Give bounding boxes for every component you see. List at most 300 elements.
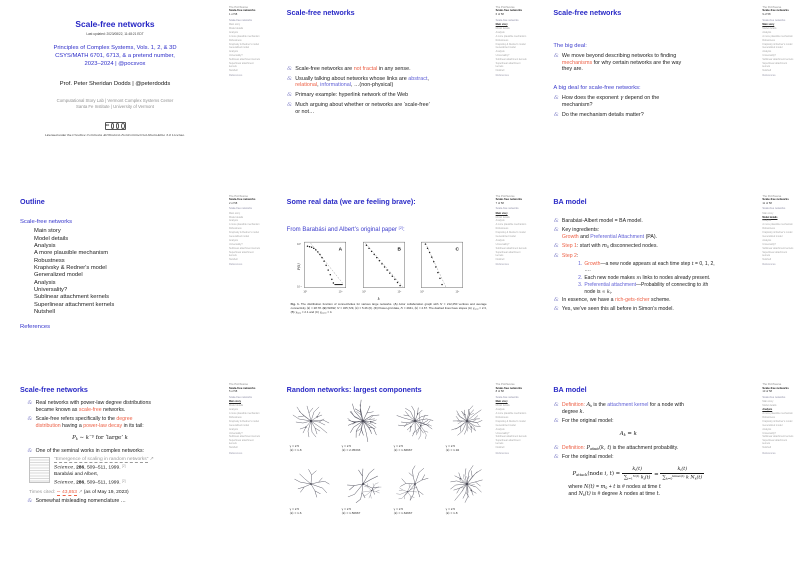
sidebar-item[interactable]: Generalized model [495, 235, 516, 239]
citation-count-link[interactable]: ∼ 43,853 [56, 490, 77, 496]
sidebar-item[interactable]: Analysis [229, 238, 238, 242]
sidebar-item[interactable]: Nutshell [762, 446, 771, 450]
text-segment: Scale-free refers specifically to the [35, 416, 117, 423]
sidebar-item[interactable]: Universality? [229, 431, 243, 435]
sidebar-item[interactable]: Robustness [495, 415, 509, 419]
external-link-icon[interactable]: ↗ [148, 456, 154, 462]
sidebar-item[interactable]: Krapivsky & Redner's model [229, 231, 259, 235]
last-updated: Last updated: 2023/08/22, 11:48:21 EDT [86, 31, 144, 36]
sidebar-brand: The PoCSverse [762, 6, 782, 9]
sidebar-references-link[interactable]: References [495, 451, 509, 455]
loglog-plot-A [291, 239, 353, 297]
sidebar-item[interactable]: Universality? [495, 242, 510, 246]
text-segment: k [75, 437, 78, 442]
text-segment: = 0, 1, 2, …. [584, 260, 715, 273]
bullet-text [36, 416, 158, 429]
sidebar-section-link[interactable]: Scale-free networks [762, 18, 786, 22]
network-sample [339, 461, 390, 524]
bullet-text [295, 92, 431, 99]
sidebar-item[interactable]: Generalized model [229, 423, 250, 427]
slide-sidebar [229, 383, 262, 455]
outline-item[interactable]: Model details [34, 235, 69, 242]
sidebar-item[interactable]: Model details [762, 26, 777, 30]
gamma-label: γ = 2.5 [289, 507, 300, 512]
network-sample [287, 461, 338, 524]
sidebar-item[interactable]: Analysis [495, 408, 505, 412]
bullet-item [287, 66, 490, 73]
text-segment: i [609, 290, 611, 295]
text-segment: for ‘large’ [94, 435, 125, 441]
sidebar-references-link[interactable]: References [762, 451, 776, 455]
sidebar-item[interactable]: Model details [762, 404, 777, 408]
sidebar-item[interactable]: Main story [495, 400, 508, 404]
sidebar-item[interactable]: Superlinear attachment kernels [495, 250, 521, 257]
text-segment: ) is the attachment probability. [609, 444, 679, 451]
text-segment: , 509–511, 1999. [84, 465, 122, 471]
outline-item[interactable]: A more plausible mechanism [34, 250, 109, 257]
sidebar-item[interactable]: Superlinear attachment kernels [229, 439, 254, 446]
sidebar-item[interactable]: Analysis [229, 30, 238, 34]
sidebar-item[interactable]: Krapivsky & Redner's model [762, 419, 793, 423]
mean-degree-label: ⟨k⟩ = 2.05333 [341, 448, 361, 453]
frame-title: Random networks: largest components [286, 385, 422, 395]
text-segment: From Barabási and Albert’s original paper [286, 226, 399, 233]
panel-label: B [397, 247, 401, 253]
text-segment: not fractal [353, 65, 378, 72]
text-segment: k [640, 475, 644, 481]
text-segment: . [610, 288, 612, 295]
network-sample [339, 398, 390, 461]
text-segment: (PA). [644, 233, 657, 240]
sidebar-item[interactable]: Analysis [495, 30, 505, 34]
text-segment: P [586, 444, 590, 451]
outline-item[interactable]: Robustness [34, 257, 65, 264]
sidebar-item[interactable]: Nutshell [495, 68, 505, 72]
text-segment: Usually talking about networks whose links are [295, 75, 409, 82]
bullet-text [562, 112, 692, 119]
sidebar-item[interactable]: Robustness [229, 415, 242, 419]
text-segment: scheme. [649, 296, 671, 303]
sidebar-item[interactable]: A more plausible mechanism [762, 412, 793, 416]
text-segment: t [691, 260, 694, 267]
sidebar-item[interactable]: Krapivsky & Redner's model [229, 42, 259, 46]
text-segment: k [582, 492, 585, 497]
text-segment: k [694, 476, 697, 481]
sidebar-references-link[interactable]: References [495, 263, 509, 267]
text-segment: = [625, 430, 634, 437]
text-segment: (as of May 19, 2023) [82, 490, 129, 496]
reference-link[interactable]: [2] [121, 463, 126, 468]
sidebar-item[interactable]: Main story [495, 23, 508, 27]
flourish-bullet-icon: & [27, 448, 33, 455]
text-segment: Science [54, 464, 74, 471]
outline-item[interactable]: Nutshell [34, 309, 55, 316]
sidebar-item[interactable]: Analysis [762, 238, 772, 242]
sidebar-item[interactable]: Krapivsky & Redner's model [229, 419, 259, 423]
sidebar-item[interactable]: Krapivsky & Redner's model [495, 231, 526, 235]
formula-lhs [573, 471, 622, 477]
sidebar-item[interactable]: Krapivsky & Redner's model [762, 231, 793, 235]
sidebar-item[interactable]: Robustness [762, 227, 775, 231]
sidebar-item[interactable]: Generalized model [229, 46, 250, 50]
sidebar-item[interactable]: Krapivsky & Redner's model [762, 42, 793, 46]
text-segment: 0 [606, 245, 609, 250]
outline-item[interactable]: Main story [34, 228, 61, 235]
sidebar-item[interactable]: Analysis [762, 427, 772, 431]
sidebar-item[interactable]: Universality? [495, 431, 510, 435]
bullet-text [562, 218, 727, 225]
text-segment: and [578, 233, 591, 240]
sidebar-item[interactable]: Analysis [495, 238, 505, 242]
sidebar-item[interactable]: Universality? [495, 54, 510, 58]
sidebar-item[interactable]: Nutshell [495, 446, 505, 450]
sidebar-item[interactable]: Analysis [495, 219, 505, 223]
text-segment: degree distribution [35, 416, 133, 429]
sidebar-references-link[interactable]: References [229, 263, 243, 267]
sidebar-item[interactable]: Robustness [229, 38, 242, 42]
outline-item[interactable]: Superlinear attachment kernels [34, 301, 115, 308]
sidebar-item[interactable]: Main story [762, 211, 774, 215]
sidebar-item[interactable]: Generalized model [762, 46, 783, 50]
sidebar-item[interactable]: Sublinear attachment kernels [495, 58, 527, 62]
reference-link[interactable]: [2] [121, 479, 126, 484]
sidebar-item[interactable]: Nutshell [495, 257, 505, 261]
text-segment: m [602, 243, 607, 250]
sidebar-item[interactable]: Analysis [229, 427, 238, 431]
text-segment: Primary example: hyperlink network of the Web [295, 92, 409, 99]
sidebar-item[interactable]: Sublinear attachment kernels [762, 58, 794, 62]
sidebar-item[interactable]: Model details [229, 215, 244, 219]
sidebar-item[interactable]: Universality? [229, 242, 243, 246]
outline-item[interactable]: Analysis [34, 279, 56, 286]
text-segment: Step 1 [561, 243, 577, 250]
sidebar-page-number: 6 of 58 [495, 12, 504, 16]
bullet-text [36, 400, 158, 413]
slide-sidebar [496, 6, 529, 78]
bullet-item [287, 102, 490, 116]
sidebar-item[interactable]: Model details [495, 26, 510, 30]
text-segment: attachment kernel [607, 402, 649, 409]
text-segment: N(t) [632, 474, 640, 479]
text-segment: = 4. [326, 310, 333, 315]
paper-thumbnail[interactable] [29, 457, 50, 483]
text-segment: Creative Commons Attribution-NonCommercial-ShareAlike 3.0 License [72, 133, 185, 138]
sidebar-item[interactable]: Sublinear attachment kernels [495, 435, 527, 439]
sidebar-item[interactable]: Model details [229, 404, 244, 408]
text-segment: P [572, 471, 577, 478]
sidebar-item[interactable]: Model details [762, 215, 778, 219]
reference-link[interactable]: [2] [398, 224, 403, 230]
sidebar-item[interactable]: Universality? [762, 431, 777, 435]
slide-sidebar [229, 195, 262, 267]
sidebar-section-link[interactable]: Scale-free networks [762, 395, 786, 399]
sidebar-item[interactable]: Superlinear attachment kernels [762, 250, 788, 257]
sidebar-item[interactable]: Robustness [229, 227, 242, 231]
text-segment: ) Power-grid data, [376, 305, 401, 310]
sidebar-item[interactable]: Sublinear attachment kernels [762, 435, 794, 439]
sidebar-item[interactable]: Model details [495, 215, 510, 219]
bullet-text [562, 297, 727, 304]
sidebar-item[interactable]: A more plausible mechanism [229, 412, 260, 416]
scatter-points [365, 244, 400, 286]
fraction-denominator [660, 474, 704, 481]
sidebar-deck-title: Scale-free networks [762, 385, 789, 390]
sidebar-item[interactable]: Main story [229, 211, 241, 215]
mean-degree-label: ⟨k⟩ = 1.6 [289, 511, 302, 516]
sidebar-item[interactable]: Analysis [762, 30, 772, 34]
network-hairball [339, 398, 387, 444]
sidebar-section-link[interactable]: Scale-free networks [229, 18, 252, 22]
text-segment: i [680, 468, 682, 473]
sidebar-section-link[interactable]: Scale-free networks [495, 207, 519, 211]
sidebar-item[interactable]: Main story [762, 400, 774, 404]
sidebar-page-number: 8 of 58 [495, 390, 504, 394]
slide-scale-free-story [0, 377, 267, 566]
sidebar-item[interactable]: Main story [229, 400, 241, 404]
sidebar-item[interactable]: Sublinear attachment kernels [229, 58, 260, 62]
item-number: 1. [578, 260, 583, 267]
sidebar-item[interactable]: A more plausible mechanism [495, 34, 527, 38]
sidebar-item[interactable]: Superlinear attachment kernels [495, 439, 521, 446]
text-segment: Definition: [561, 444, 585, 451]
flourish-bullet-icon: & [553, 111, 559, 118]
slide-sidebar [496, 195, 529, 267]
flourish-bullet-icon: & [553, 454, 559, 461]
bullet-item [287, 76, 490, 90]
text-segment: (t) [584, 490, 591, 497]
sidebar-item[interactable]: Sublinear attachment kernels [495, 246, 527, 250]
sidebar-section-link[interactable]: Scale-free networks [229, 207, 252, 211]
text-segment: In essence, we have a [561, 296, 615, 303]
outline-section-link[interactable]: Scale-free networks [20, 218, 73, 225]
sidebar-item[interactable]: Sublinear attachment kernels [762, 246, 794, 250]
paper-link[interactable]: “Emergence of scaling in random networks” [54, 456, 149, 462]
sidebar-item[interactable]: Robustness [762, 38, 775, 42]
mean-degree-label: ⟨k⟩ = 1.62667 [393, 511, 413, 516]
text-segment: t [656, 490, 659, 497]
sidebar-item[interactable]: Generalized model [762, 235, 783, 239]
text-segment: j=1 [627, 476, 633, 481]
text-segment: Somewhat misleading nomenclature … [35, 497, 126, 504]
flourish-bullet-icon: & [553, 444, 559, 451]
sidebar-item[interactable]: Sublinear attachment kernels [229, 435, 260, 439]
sidebar-page-number: 1 of 58 [229, 12, 238, 16]
sidebar-item[interactable]: Generalized model [495, 46, 516, 50]
ba-paper-figure [291, 239, 490, 315]
fraction-denominator [622, 474, 653, 481]
text-segment: relational [295, 82, 318, 89]
kernel-formula [540, 431, 716, 437]
loglog-plot-B [355, 239, 411, 297]
network-sample [443, 461, 494, 524]
paper-journal [54, 479, 154, 488]
sidebar-item[interactable]: Main story [229, 23, 241, 27]
text-segment: i [702, 282, 705, 289]
outline-item[interactable]: Analysis [34, 242, 56, 249]
sidebar-item[interactable]: Krapivsky & Redner's model [495, 42, 526, 46]
sidebar-section-link[interactable]: Scale-free networks [762, 207, 786, 211]
text-segment: k [579, 408, 583, 415]
x-tick-label: 10⁰ [361, 290, 366, 294]
sidebar-item[interactable]: Model details [229, 26, 244, 30]
sidebar-item[interactable]: Model details [495, 404, 510, 408]
sidebar-item[interactable]: A more plausible mechanism [495, 412, 527, 416]
sidebar-item[interactable]: Robustness [762, 415, 775, 419]
outline-item[interactable]: Generalized model [34, 272, 83, 279]
flourish-bullet-icon: & [27, 497, 33, 504]
text-segment: Growth [561, 233, 579, 240]
sidebar-item[interactable]: A more plausible mechanism [229, 223, 260, 227]
text-segment: kmax(t) [672, 474, 685, 479]
sidebar-page-number: 7 of 58 [495, 201, 504, 205]
text-segment: . [582, 408, 585, 415]
flourish-bullet-icon: & [287, 65, 293, 72]
text-segment: depend on the mechanism? [561, 95, 660, 108]
sidebar-references-link[interactable]: References [495, 74, 509, 78]
sidebar-item[interactable]: Generalized model [495, 423, 516, 427]
sidebar-item[interactable]: Analysis [229, 50, 238, 54]
sidebar-item[interactable]: Universality? [229, 54, 243, 58]
sidebar-references-link[interactable]: References [229, 74, 243, 78]
sidebar-item[interactable]: Generalized model [762, 423, 783, 427]
text-segment: : [402, 226, 405, 233]
sidebar-item[interactable]: Analysis [762, 408, 773, 412]
sidebar-item[interactable]: Krapivsky & Redner's model [495, 419, 526, 423]
bullet-text [36, 498, 223, 505]
network-hairball [443, 461, 491, 507]
cc-license-badge[interactable] [105, 122, 126, 131]
sidebar-item[interactable]: Main story [495, 211, 508, 215]
mean-degree-label: ⟨k⟩ = 1.66667 [393, 448, 413, 453]
bullet-item [287, 92, 490, 99]
sidebar-item[interactable]: Main story [762, 23, 775, 27]
deck-title: Scale-free networks [75, 19, 155, 29]
outline-item[interactable]: Sublinear attachment kernels [34, 294, 110, 301]
figure-caption [291, 303, 487, 315]
sidebar-item[interactable]: Nutshell [762, 257, 771, 261]
gamma-label: γ = 2.5 [393, 507, 404, 512]
sidebar-item[interactable]: Nutshell [229, 446, 238, 450]
sidebar-item[interactable]: Superlinear attachment kernels [229, 61, 254, 68]
gamma-label: γ = 2.5 [393, 444, 404, 449]
x-tick-label: 10⁴ [455, 290, 459, 294]
numbered-item [577, 282, 756, 295]
text-segment: : [576, 252, 579, 259]
text-segment: ) Actor collaboration graph with [396, 302, 440, 307]
sidebar-item[interactable]: A more plausible mechanism [495, 223, 527, 227]
outline-references-link[interactable]: References [20, 323, 51, 330]
sidebar-item[interactable]: Robustness [495, 227, 509, 231]
text-segment: Barabási-Albert model = BA model. [561, 217, 643, 224]
outline-item[interactable]: Krapivsky & Redner's model [34, 265, 107, 272]
frame-title: BA model [553, 385, 587, 395]
flourish-bullet-icon: & [553, 227, 559, 234]
course-handle-link[interactable]: 2023–2024 | @pocsvox [84, 60, 146, 67]
text-segment: actor [474, 308, 479, 311]
bullet-text [562, 253, 756, 260]
external-link-icon[interactable]: ↗ [76, 490, 83, 496]
text-segment: Licensed under the [45, 133, 73, 138]
text-segment: A [586, 402, 591, 409]
text-segment: k [677, 466, 681, 472]
sidebar-section-link[interactable]: Scale-free networks [495, 395, 519, 399]
affiliation-line: Computational Story Lab | Vermont Complex Systems Center [56, 97, 174, 103]
sidebar-section-link[interactable]: Scale-free networks [495, 18, 519, 22]
sidebar-item[interactable]: Superlinear attachment kernels [762, 439, 788, 446]
sidebar-item[interactable]: Nutshell [229, 68, 238, 72]
text-segment: ( [599, 444, 601, 451]
sidebar-item[interactable]: Analysis [762, 219, 772, 223]
sidebar-item[interactable]: Analysis [229, 219, 238, 223]
sidebar-brand: The PoCSverse [229, 383, 248, 387]
slide-sidebar [496, 383, 529, 455]
attachment-probability-formula [540, 467, 736, 481]
text-segment: www [297, 312, 302, 315]
text-segment: γ [620, 95, 624, 102]
text-segment: How does the exponent [561, 95, 621, 102]
text-segment: t [613, 483, 616, 490]
sidebar-item[interactable]: Analysis [495, 427, 505, 431]
sidebar-item[interactable]: Generalized model [229, 235, 250, 239]
sidebar-item[interactable]: A more plausible mechanism [229, 34, 260, 38]
sidebar-item[interactable]: Superlinear attachment kernels [762, 61, 788, 68]
course-lines[interactable] [7, 44, 223, 68]
sidebar-section-link[interactable]: Scale-free networks [229, 395, 252, 399]
sidebar-item[interactable]: Sublinear attachment kernels [229, 246, 260, 250]
paper-title-link[interactable] [54, 457, 154, 464]
text-segment: The distribution function of connectivities for various large networks. ( [299, 302, 395, 307]
sidebar-references-link[interactable]: References [229, 451, 243, 455]
figure-heading [287, 226, 490, 234]
text-segment: th node is ∝ [584, 282, 709, 295]
text-segment: , [73, 465, 77, 471]
flourish-bullet-icon: & [553, 217, 559, 224]
sidebar-item[interactable]: Robustness [495, 38, 509, 42]
sidebar-item[interactable]: Superlinear attachment kernels [229, 250, 254, 257]
outline-item[interactable]: Universality? [34, 287, 68, 294]
sidebar-item[interactable]: Universality? [762, 54, 777, 58]
bullet-text [295, 102, 431, 116]
sidebar-item[interactable]: Analysis [229, 408, 238, 412]
text-segment: Definition: [561, 402, 585, 409]
bullet-text [562, 243, 727, 250]
text-segment: abstract [408, 75, 428, 82]
text-segment: Preferential attachment [584, 282, 637, 289]
text-segment: Scale-free networks are [295, 65, 354, 72]
sidebar-item[interactable]: Universality? [762, 242, 777, 246]
sidebar-item[interactable]: A more plausible mechanism [762, 223, 793, 227]
sidebar-references-link[interactable]: References [762, 74, 776, 78]
network-sample [287, 398, 338, 461]
bullet-text [562, 418, 756, 425]
sidebar-item[interactable]: Nutshell [762, 68, 771, 72]
x-tick-label: 10⁰ [419, 290, 424, 294]
text-segment: for why certain networks are the way they are. [561, 59, 682, 73]
mean-degree-label: ⟨k⟩ = 1.8 [445, 511, 458, 516]
sidebar-item[interactable]: Analysis [762, 50, 772, 54]
bullet-item [553, 112, 756, 119]
slide-big-deal [533, 0, 800, 189]
item-text [584, 261, 719, 274]
sidebar-item[interactable]: Analysis [495, 50, 505, 54]
network-hairball [391, 461, 439, 507]
sidebar-item[interactable]: Nutshell [229, 257, 238, 261]
frame-title: BA model [553, 196, 587, 206]
text-segment: −γ [89, 434, 95, 439]
sidebar-references-link[interactable]: References [762, 263, 776, 267]
sidebar-item[interactable]: A more plausible mechanism [762, 34, 793, 38]
sidebar-item[interactable]: Superlinear attachment kernels [495, 61, 521, 68]
